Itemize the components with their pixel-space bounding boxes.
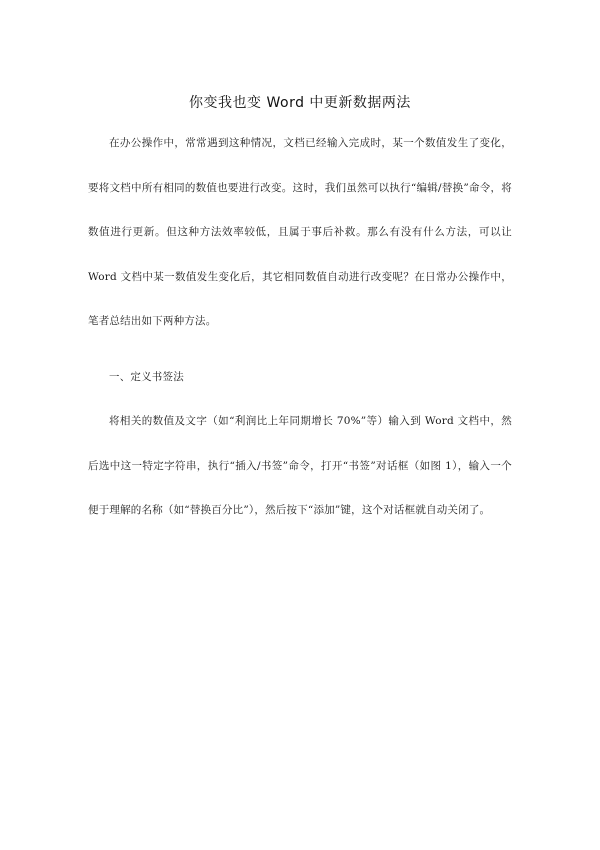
section-heading-bookmark-method: 一、定义书签法 [109, 371, 184, 383]
document-title: 你变我也变 Word 中更新数据两法 [189, 95, 411, 111]
paragraph-intro: 在办公操作中，常常遇到这种情况，文档已经输入完成时，某一个数值发生了变化，要将文档中所有相同的数值也要进行改变。这时，我们虽然可以执行“编辑/替换”命令，将数值进行更新。但这种方法效率较低，且属于事后补救。那么有没有什么方法，可以让 Word 文档中某一数值发生变化后，其它相同数值自动进行改变呢？在日常办公操作中，笔者总结出如下两种方法。 [88, 137, 512, 327]
paragraph-bookmark-steps: 将相关的数值及文字（如“利润比上年同期增长 70%”等）输入到 Word 文档中，然后选中这一特定字符串，执行“插入/书签”命令，打开“书签”对话框（如图 1），输入一个便于理解的名称（如“替换百分比”），然后按下“添加”键，这个对话框就自动关闭了。 [88, 415, 512, 516]
